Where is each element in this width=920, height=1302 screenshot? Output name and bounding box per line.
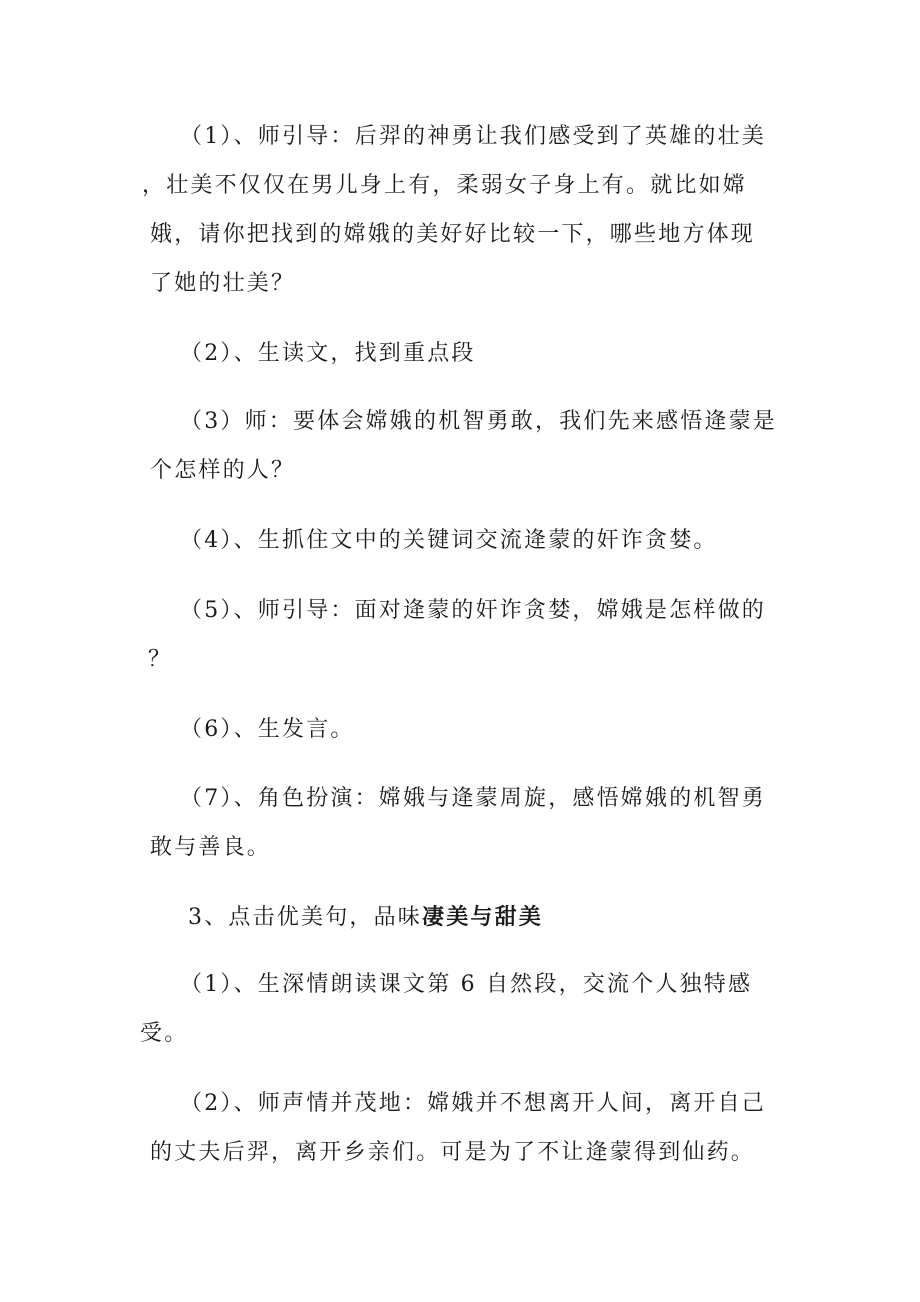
paragraph-4-line-1: （4）、生抓住文中的关键词交流逄蒙的奸诈贪婪。 (180, 528, 718, 553)
paragraph-7-line-1: （7）、角色扮演：嫦娥与逄蒙周旋，感悟嫦娥的机智勇 (180, 786, 766, 811)
section-heading (188, 902, 543, 933)
paragraph-1-line-2: ，壮美不仅仅在男儿身上有，柔弱女子身上有。就比如嫦 (142, 173, 748, 198)
paragraph-8-line-2: 受。 (140, 1021, 189, 1046)
paragraph-5-line-2: ？ (148, 647, 173, 672)
paragraph-1-line-1: （1）、师引导：后羿的神勇让我们感受到了英雄的壮美 (180, 124, 766, 149)
paragraph-6-line-1: （6）、生发言。 (180, 717, 355, 742)
paragraph-9-line-1: （2）、师声情并茂地：嫦娥并不想离开人间，离开自己 (180, 1091, 766, 1116)
section-heading-prefix: 3、点击优美句，品味 (188, 905, 422, 930)
paragraph-3-line-1: （3）师：要体会嫦娥的机智勇敢，我们先来感悟逄蒙是 (180, 409, 777, 434)
paragraph-9-line-2: 的丈夫后羿，离开乡亲们。可是为了不让逄蒙得到仙药。 (150, 1140, 756, 1165)
paragraph-2-line-1: （2）、生读文，找到重点段 (180, 341, 476, 366)
paragraph-1-line-3: 娥，请你把找到的嫦娥的美好好比较一下，哪些地方体现 (150, 222, 756, 247)
paragraph-5-line-1: （5）、师引导：面对逄蒙的奸诈贪婪，嫦娥是怎样做的 (180, 598, 766, 623)
paragraph-1-line-4: 了她的壮美？ (150, 271, 296, 296)
paragraph-8-line-1: （1）、生深情朗读课文第 6 自然段，交流个人独特感 (180, 972, 753, 997)
paragraph-3-line-2: 个怎样的人？ (150, 458, 296, 483)
section-heading-emphasis: 凄美与甜美 (422, 904, 544, 930)
paragraph-7-line-2: 敢与善良。 (150, 835, 272, 860)
